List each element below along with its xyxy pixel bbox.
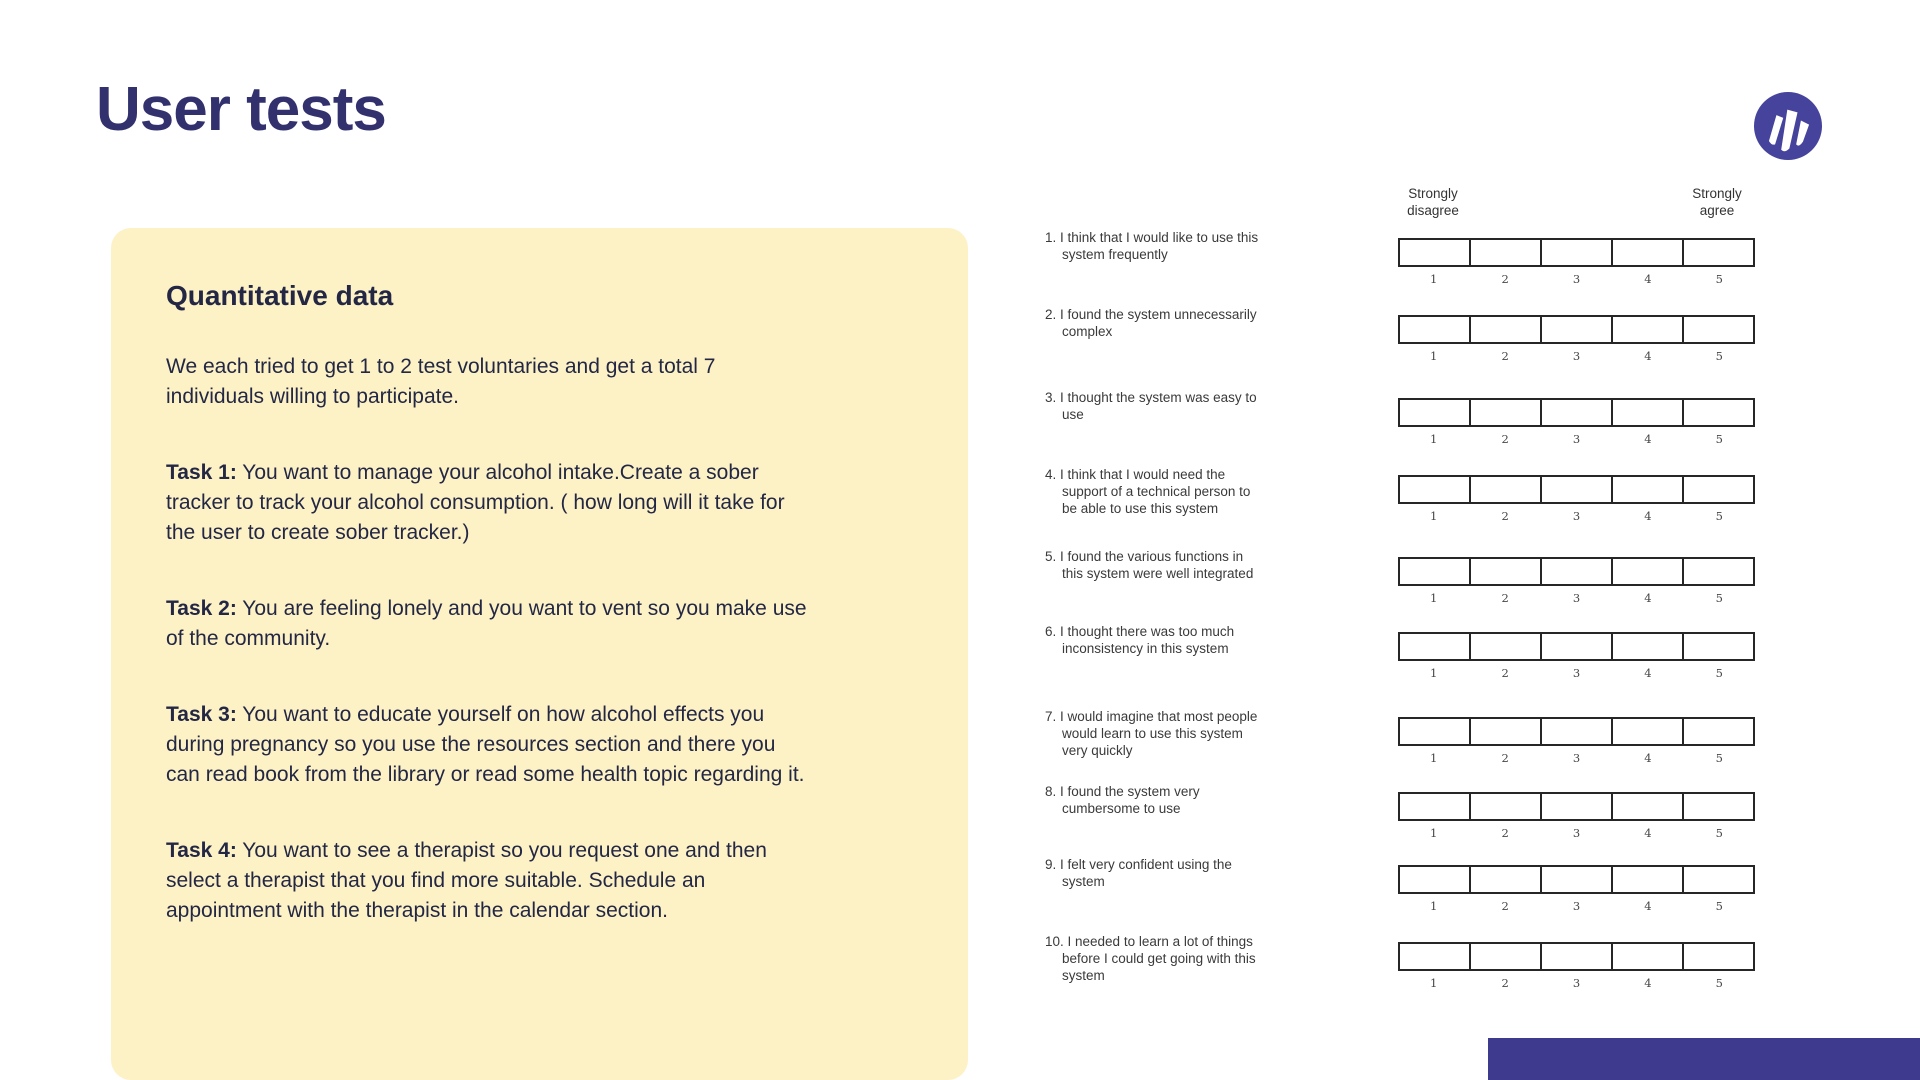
scale-cell-3 [1540, 867, 1611, 892]
company-logo-icon [1754, 92, 1822, 160]
scale-number: 5 [1715, 432, 1723, 446]
scale-cell-5 [1682, 317, 1753, 342]
scale-number: 1 [1430, 509, 1438, 523]
panel-body [166, 352, 814, 926]
scale-numbers [1398, 751, 1755, 765]
scale-number: 1 [1430, 666, 1438, 680]
scale-number: 4 [1644, 751, 1652, 765]
scale-number: 5 [1715, 826, 1723, 840]
scale-cell-5 [1682, 794, 1753, 819]
scale-numbers [1398, 666, 1755, 680]
scale-number: 5 [1715, 899, 1723, 913]
scale-number: 5 [1715, 976, 1723, 990]
likert-scale [1398, 942, 1755, 990]
scale-cell-2 [1469, 867, 1540, 892]
likert-boxes [1398, 475, 1755, 504]
scale-number: 4 [1644, 826, 1652, 840]
likert-scale [1398, 717, 1755, 765]
scale-cell-4 [1611, 944, 1682, 969]
scale-number: 1 [1430, 272, 1438, 286]
likert-boxes [1398, 792, 1755, 821]
intro-paragraph: We each tried to get 1 to 2 test voluntaries and get a total 7 individuals willing to participate. [166, 355, 716, 408]
scale-cell-3 [1540, 559, 1611, 584]
likert-boxes [1398, 398, 1755, 427]
scale-cell-4 [1611, 240, 1682, 265]
scale-number: 3 [1572, 976, 1581, 990]
scale-numbers [1398, 826, 1755, 840]
scale-cell-4 [1611, 867, 1682, 892]
scale-cell-1 [1400, 400, 1469, 425]
scale-cell-3 [1540, 240, 1611, 265]
likert-boxes [1398, 717, 1755, 746]
scale-cell-4 [1611, 477, 1682, 502]
likert-scale [1398, 632, 1755, 680]
scale-label-strongly-disagree: Strongly disagree [1407, 186, 1459, 218]
scale-cell-4 [1611, 794, 1682, 819]
task-text: You are feeling lonely and you want to vent so you make use of the community. [166, 597, 807, 650]
page-title: User tests [96, 75, 386, 144]
scale-number: 2 [1501, 432, 1509, 446]
scale-number: 1 [1430, 976, 1438, 990]
likert-boxes [1398, 865, 1755, 894]
scale-cell-4 [1611, 400, 1682, 425]
scale-cell-5 [1682, 240, 1753, 265]
sus-item-label: 1. I think that I would like to use this system frequently [1045, 230, 1259, 262]
scale-number: 2 [1501, 976, 1509, 990]
likert-scale [1398, 315, 1755, 363]
scale-cell-2 [1469, 794, 1540, 819]
scale-number: 4 [1644, 899, 1652, 913]
likert-scale [1398, 557, 1755, 605]
scale-cell-5 [1682, 867, 1753, 892]
sus-item-label: 2. I found the system unnecessarily complex [1045, 307, 1257, 339]
scale-cell-1 [1400, 634, 1469, 659]
task-label: Task 1: [166, 461, 237, 484]
scale-cell-4 [1611, 559, 1682, 584]
scale-number: 1 [1430, 432, 1438, 446]
scale-cell-2 [1469, 477, 1540, 502]
scale-number: 1 [1430, 751, 1438, 765]
scale-number: 1 [1430, 349, 1438, 363]
scale-number: 3 [1572, 899, 1581, 913]
likert-boxes [1398, 557, 1755, 586]
likert-scale [1398, 238, 1755, 286]
scale-cell-5 [1682, 719, 1753, 744]
scale-cell-5 [1682, 634, 1753, 659]
sus-item-label: 8. I found the system very cumbersome to use [1045, 784, 1200, 816]
scale-number: 1 [1430, 826, 1438, 840]
scale-cell-3 [1540, 477, 1611, 502]
scale-cell-2 [1469, 944, 1540, 969]
scale-number: 3 [1572, 666, 1581, 680]
scale-number: 3 [1572, 272, 1581, 286]
scale-cell-1 [1400, 317, 1469, 342]
scale-cell-3 [1540, 719, 1611, 744]
scale-cell-4 [1611, 719, 1682, 744]
scale-cell-2 [1469, 719, 1540, 744]
scale-number: 2 [1501, 751, 1509, 765]
scale-numbers [1398, 349, 1755, 363]
scale-number: 5 [1715, 751, 1723, 765]
scale-cell-3 [1540, 944, 1611, 969]
scale-number: 5 [1715, 272, 1723, 286]
scale-number: 1 [1430, 591, 1438, 605]
sus-item-label: 10. I needed to learn a lot of things before I could get going with this system [1045, 934, 1256, 983]
task-list [166, 458, 814, 926]
scale-numbers [1398, 272, 1755, 286]
scale-numbers [1398, 591, 1755, 605]
scale-cell-3 [1540, 634, 1611, 659]
scale-number: 3 [1572, 826, 1581, 840]
scale-cell-1 [1400, 240, 1469, 265]
task-label: Task 2: [166, 597, 237, 620]
scale-number: 2 [1501, 509, 1509, 523]
sus-item-label: 5. I found the various functions in this system were well integrated [1045, 549, 1254, 581]
scale-number: 4 [1644, 976, 1652, 990]
scale-number: 2 [1501, 666, 1509, 680]
scale-number: 4 [1644, 666, 1652, 680]
scale-cell-5 [1682, 559, 1753, 584]
scale-cell-2 [1469, 559, 1540, 584]
scale-number: 3 [1572, 751, 1581, 765]
likert-boxes [1398, 238, 1755, 267]
scale-cell-4 [1611, 634, 1682, 659]
task-text: You want to see a therapist so you request one and then select a therapist that you find more suitable. Schedule an appointment with the therapist in the calendar section. [166, 839, 767, 922]
task-paragraph [166, 700, 814, 790]
scale-cell-1 [1400, 477, 1469, 502]
scale-cell-5 [1682, 477, 1753, 502]
likert-scale [1398, 792, 1755, 840]
task-paragraph [166, 594, 814, 654]
scale-cell-3 [1540, 400, 1611, 425]
quantitative-data-panel [111, 228, 968, 1080]
scale-numbers [1398, 509, 1755, 523]
likert-scale [1398, 398, 1755, 446]
scale-cell-4 [1611, 317, 1682, 342]
task-label: Task 3: [166, 703, 237, 726]
likert-scale [1398, 475, 1755, 523]
scale-numbers [1398, 899, 1755, 913]
task-paragraph [166, 458, 814, 548]
scale-numbers [1398, 432, 1755, 446]
scale-cell-1 [1400, 794, 1469, 819]
scale-number: 2 [1501, 826, 1509, 840]
scale-cell-5 [1682, 944, 1753, 969]
scale-number: 4 [1644, 272, 1652, 286]
scale-number: 3 [1572, 509, 1581, 523]
scale-cell-1 [1400, 867, 1469, 892]
scale-number: 4 [1644, 509, 1652, 523]
sus-item-label: 6. I thought there was too much inconsistency in this system [1045, 624, 1235, 656]
scale-number: 3 [1572, 349, 1581, 363]
scale-number: 1 [1430, 899, 1438, 913]
scale-cell-2 [1469, 400, 1540, 425]
scale-cell-5 [1682, 400, 1753, 425]
scale-number: 2 [1501, 591, 1509, 605]
sus-item-label: 3. I thought the system was easy to use [1045, 390, 1257, 422]
scale-number: 3 [1572, 432, 1581, 446]
scale-number: 5 [1715, 349, 1723, 363]
sus-item-label: 9. I felt very confident using the system [1045, 857, 1232, 889]
scale-number: 4 [1644, 591, 1652, 605]
scale-number: 5 [1715, 591, 1723, 605]
task-text: You want to manage your alcohol intake.Create a sober tracker to track your alcohol consumption. ( how long will it take for the user to create sober tracker.) [166, 461, 785, 544]
scale-cell-1 [1400, 944, 1469, 969]
scale-cell-3 [1540, 317, 1611, 342]
scale-cell-1 [1400, 719, 1469, 744]
scale-number: 3 [1572, 591, 1581, 605]
task-text: You want to educate yourself on how alcohol effects you during pregnancy so you use the resources section and there you can read book from the library or read some health topic regarding it. [166, 703, 805, 786]
scale-number: 4 [1644, 349, 1652, 363]
likert-boxes [1398, 315, 1755, 344]
sus-item-label: 7. I would imagine that most people would learn to use this system very quickly [1045, 709, 1258, 758]
bottom-accent-bar [1488, 1038, 1920, 1080]
scale-cell-3 [1540, 794, 1611, 819]
scale-cell-1 [1400, 559, 1469, 584]
likert-boxes [1398, 632, 1755, 661]
sus-item-label: 4. I think that I would need the support of a technical person to be able to use this system [1045, 467, 1251, 516]
likert-scale [1398, 865, 1755, 913]
scale-number: 2 [1501, 272, 1509, 286]
scale-number: 5 [1715, 509, 1723, 523]
panel-heading: Quantitative data [166, 280, 394, 311]
scale-cell-2 [1469, 317, 1540, 342]
task-paragraph [166, 836, 814, 926]
scale-number: 2 [1501, 349, 1509, 363]
scale-label-strongly-agree: Strongly agree [1692, 186, 1742, 218]
scale-cell-2 [1469, 240, 1540, 265]
scale-cell-2 [1469, 634, 1540, 659]
scale-number: 4 [1644, 432, 1652, 446]
scale-numbers [1398, 976, 1755, 990]
task-label: Task 4: [166, 839, 237, 862]
likert-boxes [1398, 942, 1755, 971]
scale-number: 2 [1501, 899, 1509, 913]
scale-number: 5 [1715, 666, 1723, 680]
